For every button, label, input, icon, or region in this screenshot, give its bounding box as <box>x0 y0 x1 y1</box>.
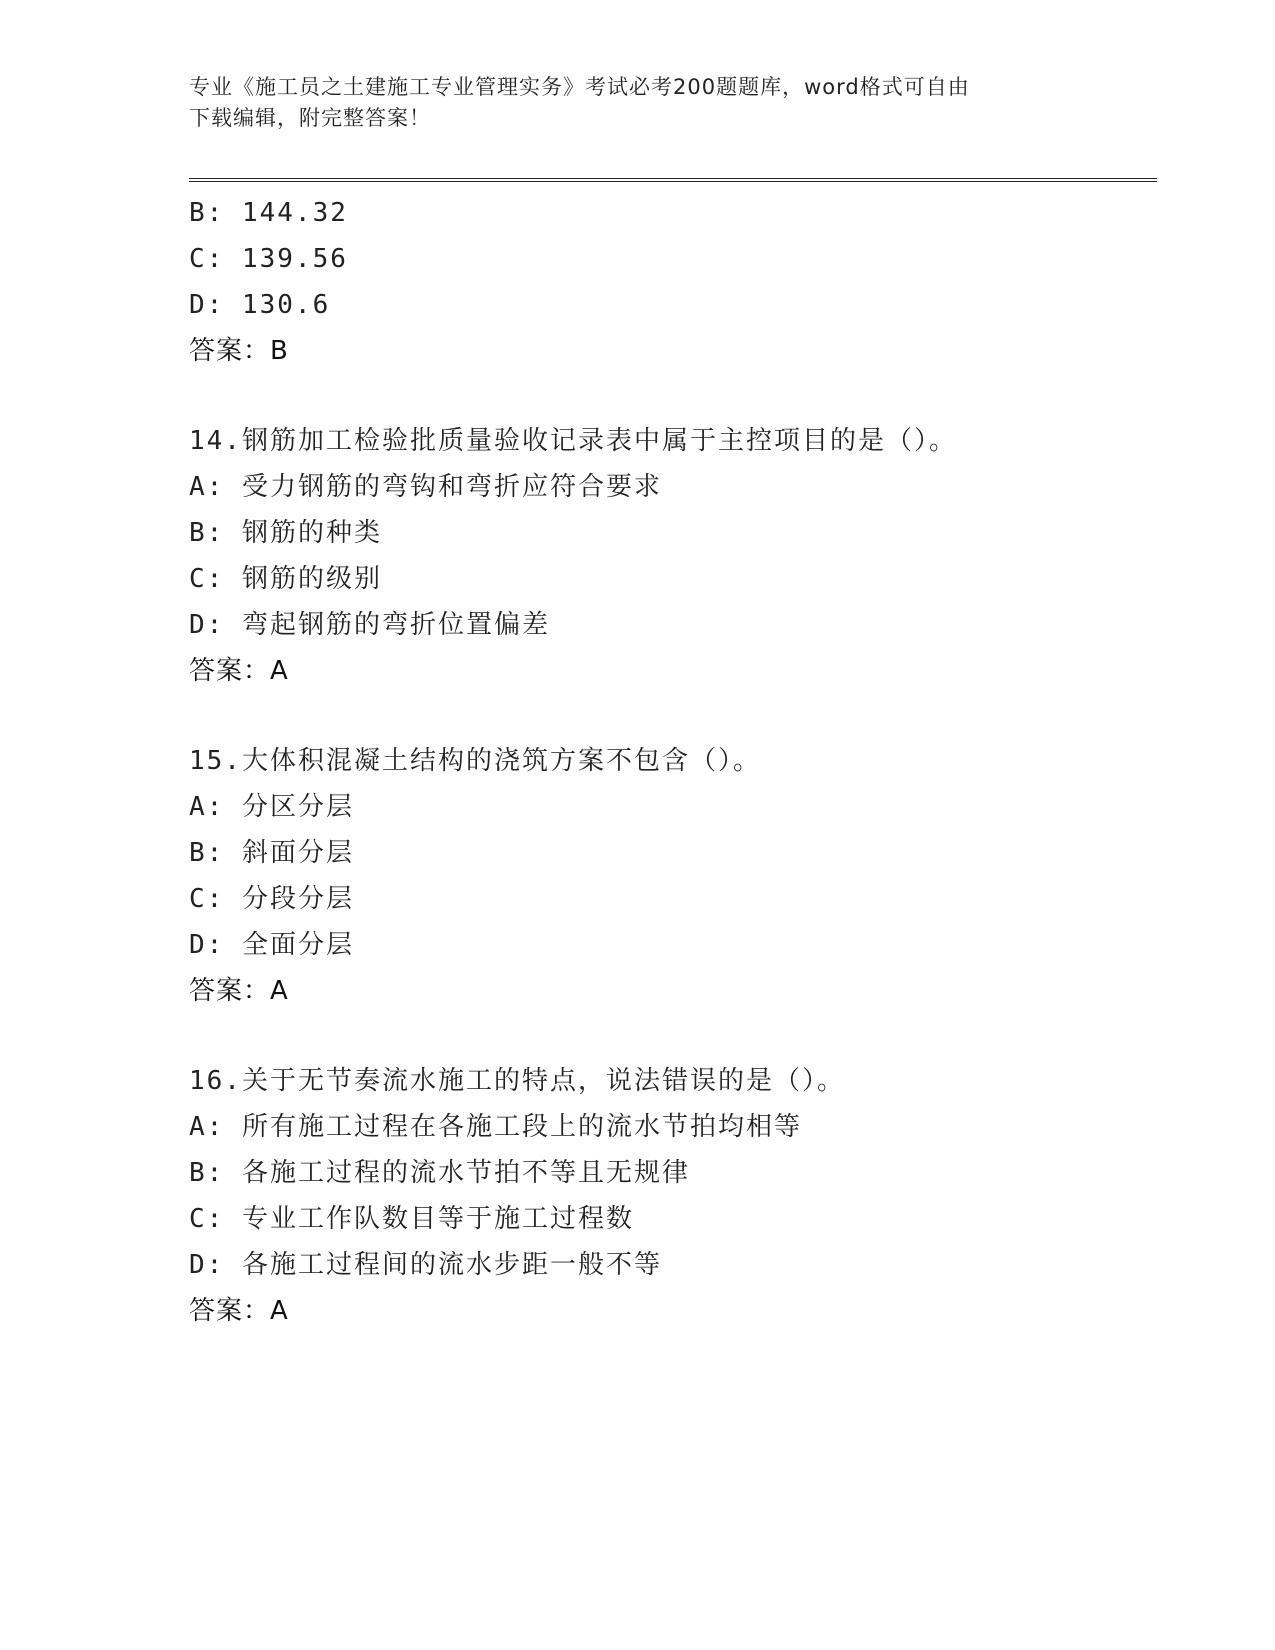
answer: 答案：A <box>189 976 289 1006</box>
question-stem: 15.大体积混凝土结构的浇筑方案不包含（）。 <box>189 746 761 776</box>
question-15 <box>189 738 1157 1014</box>
option-a: A: 受力钢筋的弯钩和弯折应符合要求 <box>189 472 662 502</box>
answer: 答案：B <box>189 336 289 366</box>
option-c: C: 钢筋的级别 <box>189 564 382 594</box>
option-a: A: 分区分层 <box>189 792 354 822</box>
option-b: B: 144.32 <box>189 198 348 228</box>
option-d: D: 各施工过程间的流水步距一般不等 <box>189 1250 662 1280</box>
header-line-2: 下载编辑，附完整答案！ <box>189 106 431 130</box>
question-14 <box>189 418 1157 694</box>
question-13-tail <box>189 190 1157 374</box>
option-b: B: 斜面分层 <box>189 838 354 868</box>
question-list <box>189 190 1157 1334</box>
question-stem: 14.钢筋加工检验批质量验收记录表中属于主控项目的是（）。 <box>189 426 957 456</box>
question-16 <box>189 1058 1157 1334</box>
option-b: B: 钢筋的种类 <box>189 518 382 548</box>
document-header <box>189 72 1069 134</box>
option-b: B: 各施工过程的流水节拍不等且无规律 <box>189 1158 690 1188</box>
option-d: D: 全面分层 <box>189 930 354 960</box>
question-stem: 16.关于无节奏流水施工的特点，说法错误的是（）。 <box>189 1066 845 1096</box>
option-d: D: 弯起钢筋的弯折位置偏差 <box>189 610 550 640</box>
option-c: C: 139.56 <box>189 244 348 274</box>
option-c: C: 专业工作队数目等于施工过程数 <box>189 1204 634 1234</box>
header-divider <box>189 178 1157 182</box>
answer: 答案：A <box>189 656 289 686</box>
option-d: D: 130.6 <box>189 290 331 320</box>
option-a: A: 所有施工过程在各施工段上的流水节拍均相等 <box>189 1112 802 1142</box>
option-c: C: 分段分层 <box>189 884 354 914</box>
answer: 答案：A <box>189 1296 289 1326</box>
header-line-1: 专业《施工员之土建施工专业管理实务》考试必考200题题库，word格式可自由 <box>189 75 970 99</box>
